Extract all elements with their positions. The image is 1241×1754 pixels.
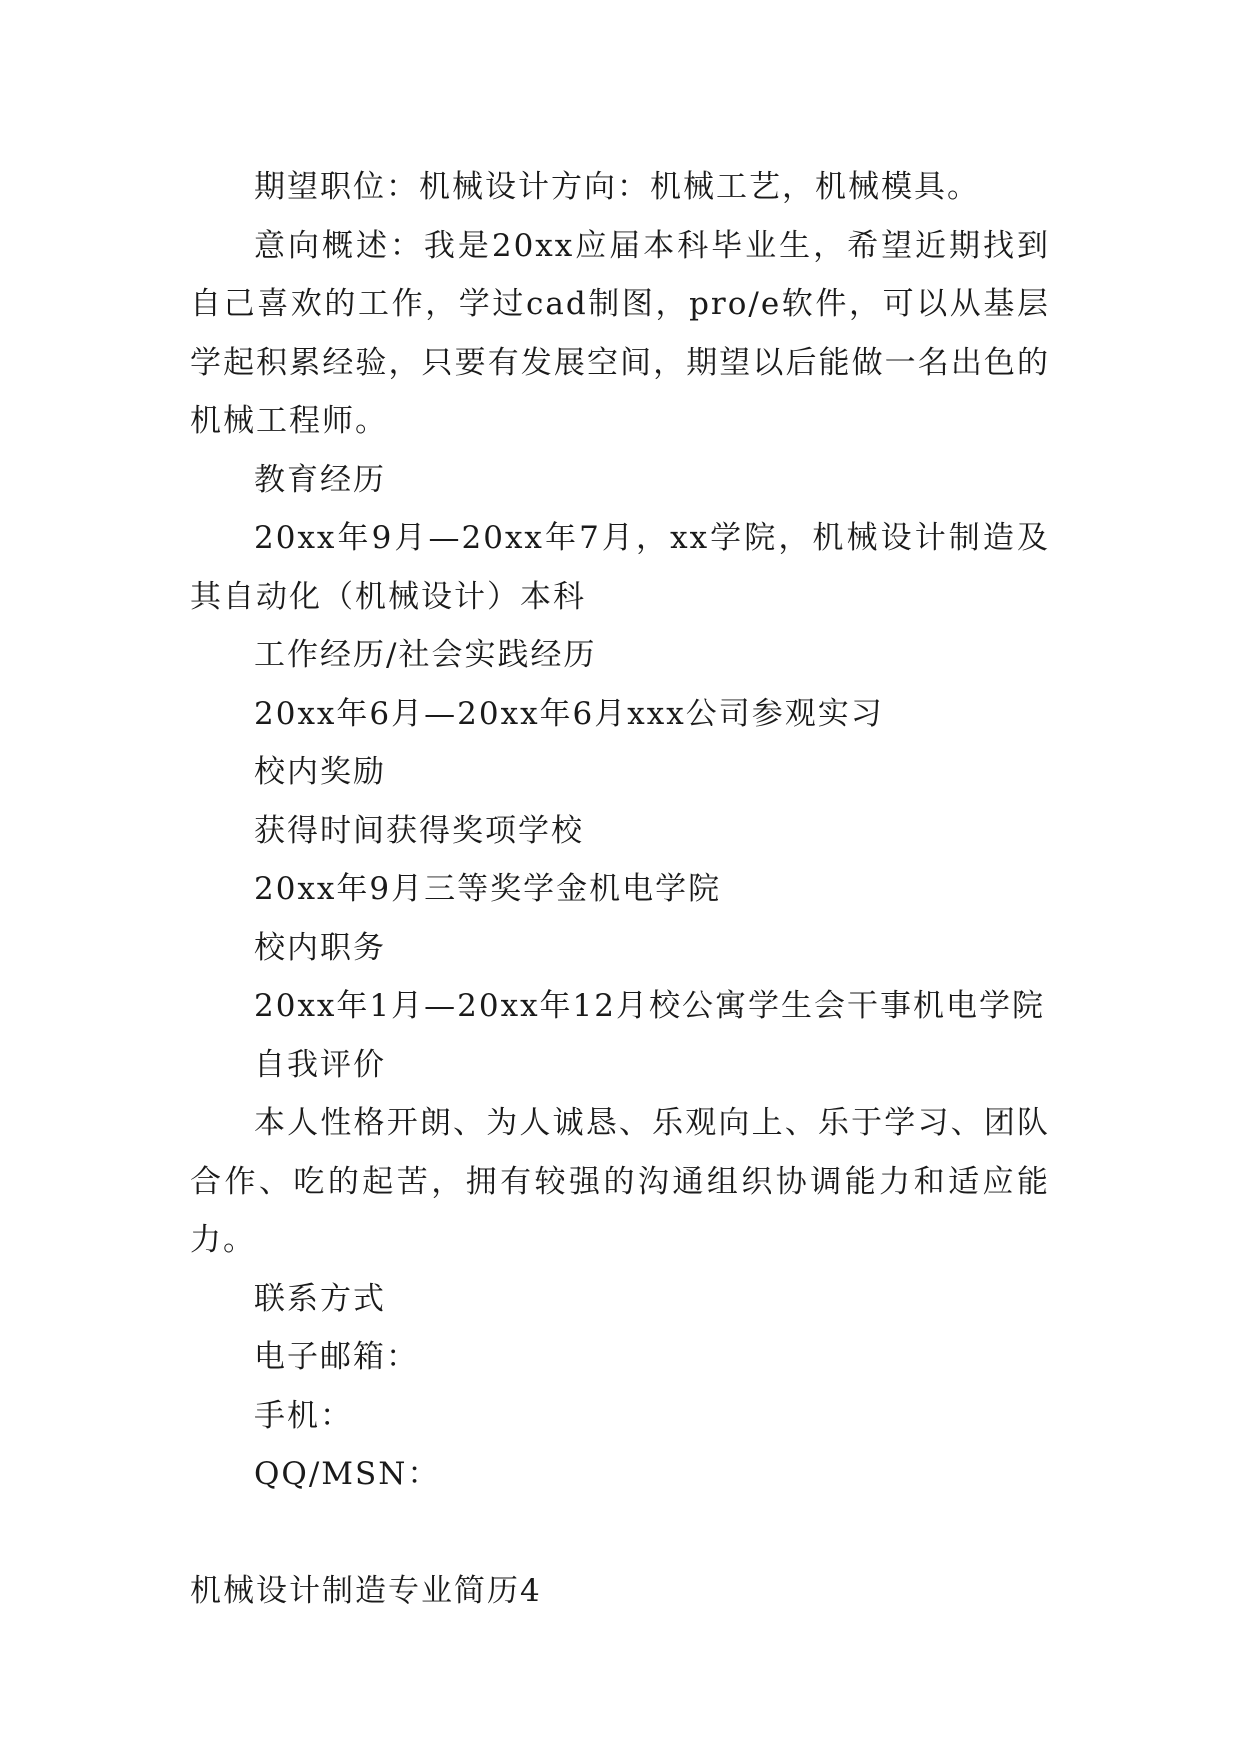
expected-position: 期望职位：机械设计方向：机械工艺，机械模具。 bbox=[254, 169, 980, 205]
work-experience-entry: 20xx年6月—20xx年6月xxx公司参观实习 bbox=[254, 695, 884, 732]
awards-columns: 获得时间获得奖项学校 bbox=[254, 812, 584, 849]
awards-heading: 校内奖励 bbox=[254, 754, 386, 790]
contact-heading: 联系方式 bbox=[254, 1280, 386, 1317]
education-entry: 20xx年9月—20xx年7月，xx学院，机械设计制造及其自动化（机械设计）本科 bbox=[190, 520, 1050, 615]
email-field: 电子邮箱： bbox=[254, 1339, 419, 1375]
work-experience-heading: 工作经历/社会实践经历 bbox=[254, 637, 597, 673]
document-page bbox=[190, 158, 1050, 1620]
self-evaluation-heading: 自我评价 bbox=[254, 1046, 386, 1083]
section-spacer bbox=[190, 1504, 1050, 1562]
phone-field: 手机： bbox=[254, 1397, 353, 1434]
education-heading: 教育经历 bbox=[254, 461, 386, 498]
self-evaluation-text: 本人性格开朗、为人诚恳、乐观向上、乐于学习、团队合作、吃的起苦，拥有较强的沟通组织协调能力和适应能力。 bbox=[190, 1105, 1050, 1258]
campus-positions-heading: 校内职务 bbox=[254, 929, 386, 966]
campus-positions-entry: 20xx年1月—20xx年12月校公寓学生会干事机电学院 bbox=[254, 988, 1045, 1024]
next-section-title: 机械设计制造专业简历4 bbox=[190, 1572, 542, 1609]
intent-summary: 意向概述：我是20xx应届本科毕业生，希望近期找到自己喜欢的工作，学过cad制图，pro/e软件，可以从基层学起积累经验，只要有发展空间，期望以后能做一名出色的机械工程师。 bbox=[190, 227, 1050, 439]
qq-msn-field: QQ/MSN： bbox=[254, 1456, 441, 1492]
awards-entry: 20xx年9月三等奖学金机电学院 bbox=[254, 871, 722, 907]
